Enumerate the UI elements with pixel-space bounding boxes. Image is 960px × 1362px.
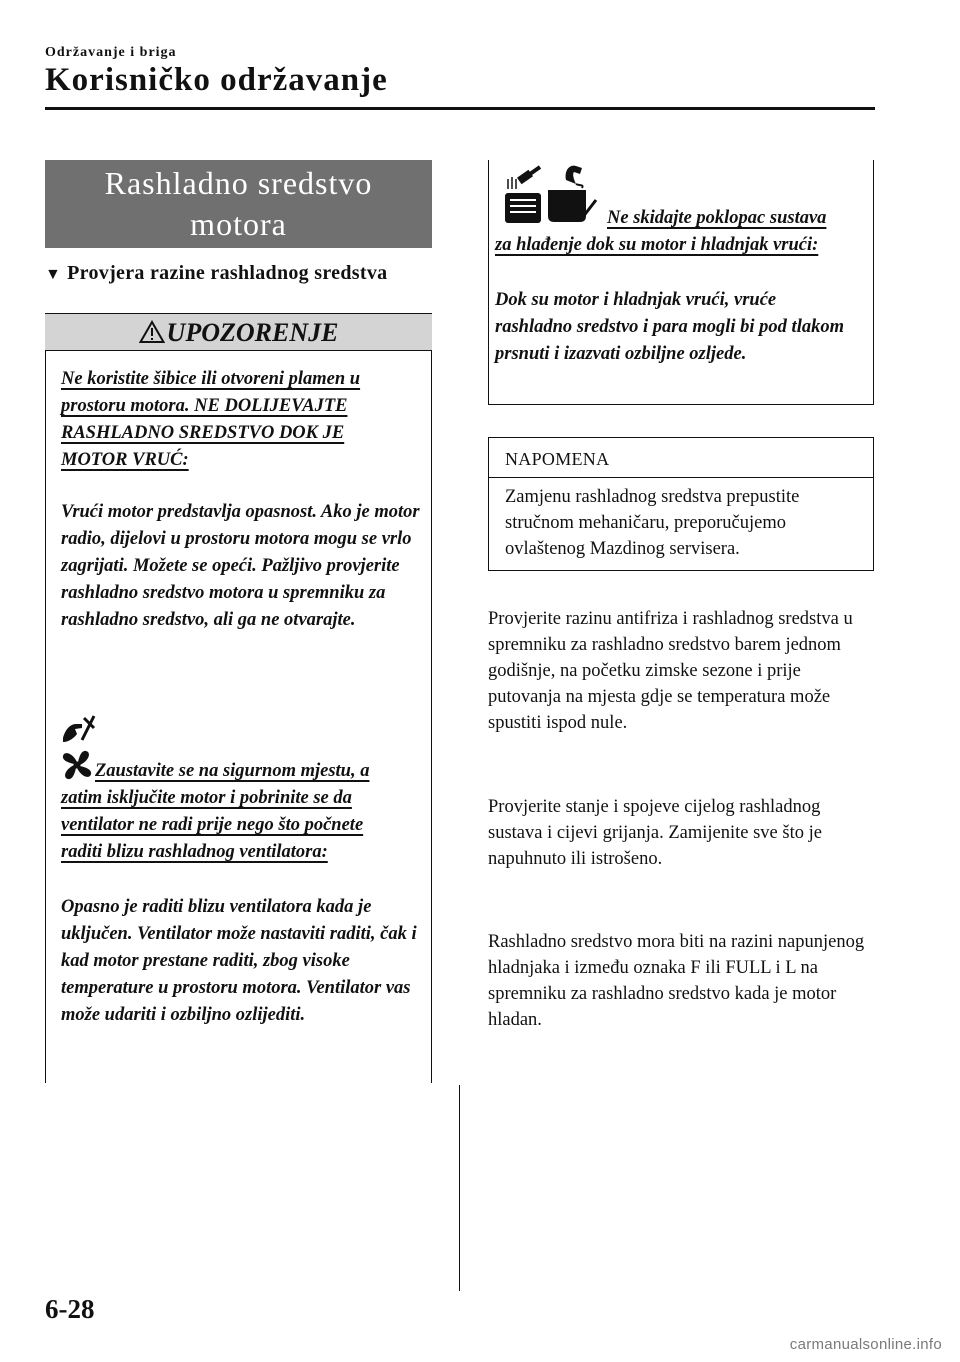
warning-item2-body: Opasno je raditi blizu ventilatora kada je uključen. Ventilator može nastaviti raditi, čak i kad motor prestane raditi, zbog visoke temperature u prostoru motora. Ventilator vas može udariti i ozbiljno ozlijediti. (61, 897, 417, 1025)
section-label: Održavanje i briga (45, 45, 177, 60)
section-title-line2: motora (190, 206, 287, 242)
subheading (45, 262, 387, 285)
watermark: carmanualsonline.info (789, 1336, 942, 1353)
warning-label: UPOZORENJE (166, 318, 339, 347)
paragraph-3: Rashladno sredstvo mora biti na razini napunjenog hladnjaka i između oznaka F ili FULL i L na spremniku za rashladno sredstvo kada je motor hladan. (488, 932, 865, 1030)
warning-item2-title: Zaustavite se na sigurnom mjestu, a zatim isključite motor i pobrinite se da ventilator ne radi prije nego što počnete raditi blizu rashladnog ventilatora: (61, 761, 370, 862)
warning-item3-title: Ne skidajte poklopac sustava za hlađenje dok su motor i hladnjak vrući: (495, 208, 827, 255)
warning-header (45, 313, 432, 351)
chapter-title: Korisničko održavanje (45, 62, 388, 98)
section-title-box (45, 160, 432, 248)
warning-item1-body: Vrući motor predstavlja opasnost. Ako je motor radio, dijelovi u prostoru motora mogu se vrlo zagrijati. Možete se opeći. Pažljivo provjerite rashladno sredstvo motora u spremniku za rashladno sredstvo, ali ga ne otvarajte. (61, 502, 420, 630)
column-divider (459, 1085, 460, 1291)
paragraph-1: Provjerite razinu antifriza i rashladnog sredstva u spremniku za rashladno sredstvo barem jednom godišnje, na početku zimske sezone i prije putovanja na mjesta gdje se temperatura može spustiti ispod nule. (488, 609, 853, 733)
subheading-text: Provjera razine rashladnog sredstva (67, 262, 388, 284)
header-rule (45, 107, 875, 110)
no-hand-fan-icon (60, 712, 98, 746)
triangle-bullet-icon: ▼ (45, 266, 62, 283)
note-header: NAPOMENA (489, 438, 873, 478)
section-title-line1: Rashladno sredstvo (104, 165, 373, 201)
warning-item1-title: Ne koristite šibice ili otvoreni plamen u prostoru motora. NE DOLIJEVAJTE RASHLADNO SREDSTVO DOK JE MOTOR VRUĆ: (61, 369, 361, 470)
paragraph-2: Provjerite stanje i spojeve cijelog rashladnog sustava i cijevi grijanja. Zamijenite sve što je napuhnuto ili istrošeno. (488, 797, 822, 869)
page-number: 6-28 (45, 1294, 95, 1324)
warning-triangle-icon (139, 320, 165, 344)
warning-item3-body: Dok su motor i hladnjak vrući, vruće rashladno sredstvo i para mogli bi pod tlakom prsnuti i izazvati ozbiljne ozljede. (495, 290, 844, 364)
note-body: Zamjenu rashladnog sredstva prepustite stručnom mehaničaru, preporučujemo ovlaštenog Mazdinog servisera. (505, 487, 800, 559)
